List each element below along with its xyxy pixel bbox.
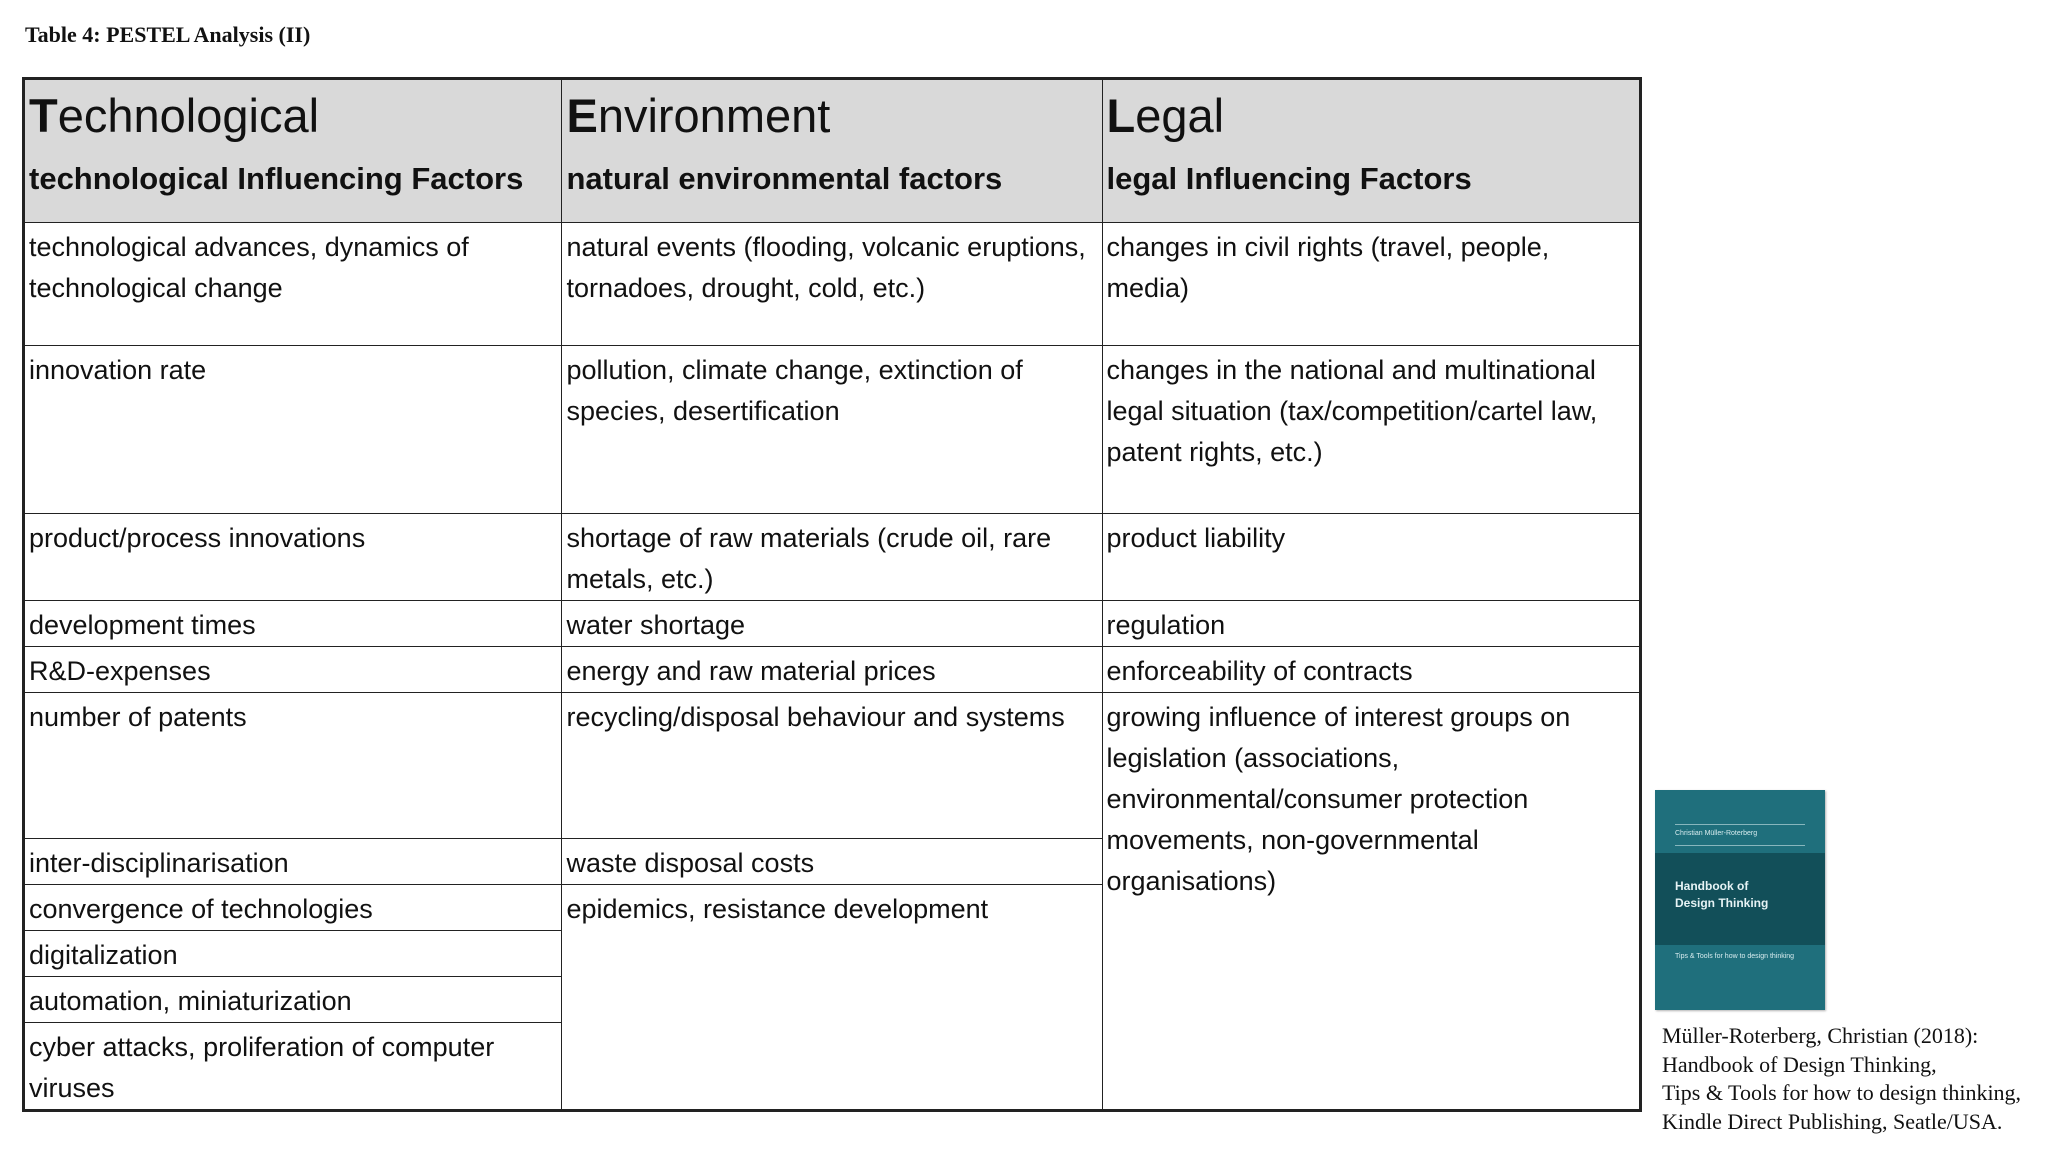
header-row <box>24 79 1641 223</box>
table-cell: product/process innovations <box>24 514 562 601</box>
reference-line: Müller-Roterberg, Christian (2018): <box>1662 1023 1979 1048</box>
book-cover-image <box>1655 790 1825 1010</box>
book-cover-title <box>1675 878 1768 912</box>
book-reference <box>1662 1022 2021 1136</box>
table-cell: automation, miniaturization <box>24 977 562 1023</box>
reference-line: Handbook of Design Thinking, <box>1662 1051 1937 1077</box>
table-cell: changes in the national and multinational legal situation (tax/competition/cartel law, patent rights, etc.) <box>1102 346 1640 514</box>
table-cell: inter-disciplinarisation <box>24 839 562 885</box>
book-cover-rule <box>1675 824 1805 825</box>
pestel-table <box>22 77 1642 1112</box>
table-row <box>24 693 1641 839</box>
table-cell: energy and raw material prices <box>562 647 1102 693</box>
header-environment <box>562 79 1102 223</box>
table-cell: technological advances, dynamics of technological change <box>24 223 562 346</box>
table-cell: growing influence of interest groups on legislation (associations, environmental/consumer protection movements, non-governmental organisations) <box>1102 693 1640 1111</box>
header-legal <box>1102 79 1640 223</box>
table-row <box>24 647 1641 693</box>
table-cell: development times <box>24 601 562 647</box>
table-cell: convergence of technologies <box>24 885 562 931</box>
book-cover-title-line: Handbook of <box>1675 879 1749 893</box>
table-row <box>24 514 1641 601</box>
table-cell: shortage of raw materials (crude oil, rare metals, etc.) <box>562 514 1102 601</box>
header-subtitle: legal Influencing Factors <box>1106 161 1472 196</box>
table-cell: natural events (flooding, volcanic eruptions, tornadoes, drought, cold, etc.) <box>562 223 1102 346</box>
table-cell: regulation <box>1102 601 1640 647</box>
table-caption: Table 4: PESTEL Analysis (II) <box>25 22 311 47</box>
table-cell: epidemics, resistance development <box>562 885 1102 1111</box>
header-title: Technological <box>29 89 320 142</box>
header-subtitle: technological Influencing Factors <box>29 161 524 196</box>
table-cell: digitalization <box>24 931 562 977</box>
table-cell: cyber attacks, proliferation of computer viruses <box>24 1023 562 1111</box>
table-cell: number of patents <box>24 693 562 839</box>
table-cell: R&D-expenses <box>24 647 562 693</box>
header-subtitle: natural environmental factors <box>566 161 1003 196</box>
header-title: Environment <box>566 89 831 142</box>
table-cell: innovation rate <box>24 346 562 514</box>
table-cell: recycling/disposal behaviour and systems <box>562 693 1102 839</box>
table-row <box>24 346 1641 514</box>
table-cell: pollution, climate change, extinction of species, desertification <box>562 346 1102 514</box>
reference-line: Tips & Tools for how to design thinking, <box>1662 1080 2022 1105</box>
book-cover-author: Christian Müller-Roterberg <box>1675 830 1758 837</box>
table-cell: changes in civil rights (travel, people, media) <box>1102 223 1640 346</box>
table-row <box>24 223 1641 346</box>
book-cover-rule <box>1675 845 1805 846</box>
reference-line: Kindle Direct Publishing, Seatle/USA. <box>1662 1108 2003 1134</box>
table-cell: enforceability of contracts <box>1102 647 1640 693</box>
header-title: Legal <box>1106 89 1225 142</box>
table-row <box>24 601 1641 647</box>
book-cover-tagline: Tips & Tools for how to design thinking <box>1675 953 1795 960</box>
table-cell: waste disposal costs <box>562 839 1102 885</box>
book-cover-title-line: Design Thinking <box>1675 896 1769 910</box>
table-cell: product liability <box>1102 514 1640 601</box>
table-cell: water shortage <box>562 601 1102 647</box>
header-technological <box>24 79 562 223</box>
